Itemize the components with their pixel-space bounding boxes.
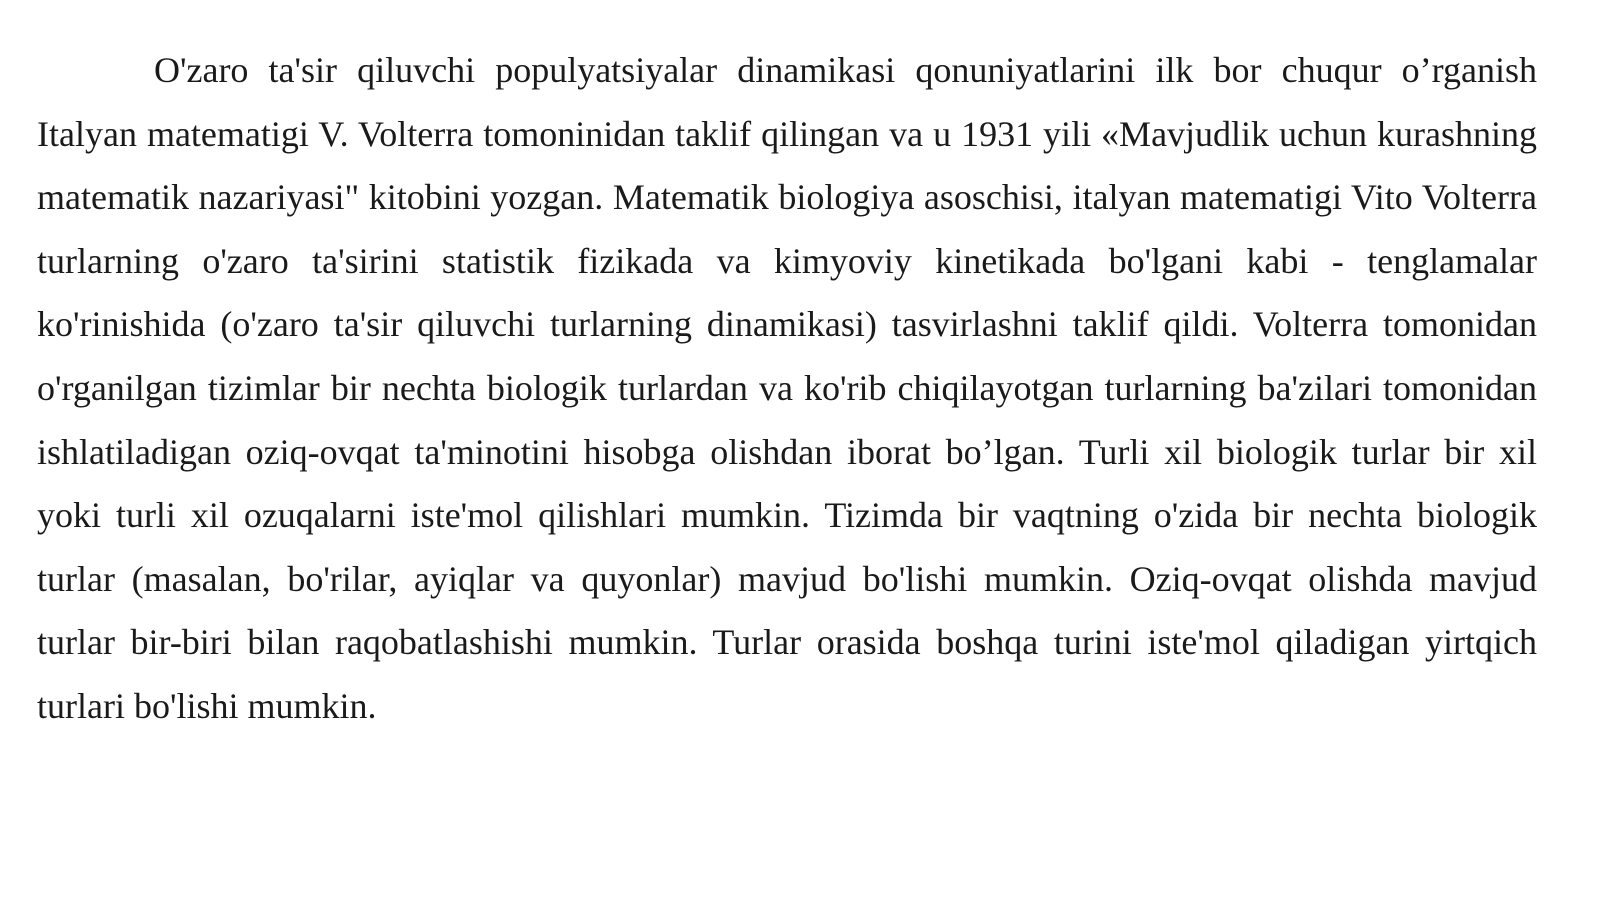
body-paragraph: O'zaro ta'sir qiluvchi populyatsiyalar dinamikasi qonuniyatlarini ilk bor chuqur o’rganish Italyan matematigi V. Volterra tomoninidan taklif qilingan va u 1931 yili «Mavjudlik uchun kurashning matematik nazariyasi" kitobini yozgan. Matematik biologiya asoschisi, italyan matematigi Vito Volterra turlarning o'zaro ta'sirini statistik fizikada va kimyoviy kinetikada bo'lgani kabi - tenglamalar ko'rinishida (o'zaro ta'sir qiluvchi turlarning dinamikasi) tasvirlashni taklif qildi. Volterra tomonidan o'rganilgan tizimlar bir nechta biologik turlardan va ko'rib chiqilayotgan turlarning ba'zilari tomonidan ishlatiladigan oziq-ovqat ta'minotini hisobga olishdan iborat bo’lgan. Turli xil biologik turlar bir xil yoki turli xil ozuqalarni iste'mol qilishlari mumkin. Tizimda bir vaqtning o'zida bir nechta biologik turlar (masalan, bo'rilar, ayiqlar va quyonlar) mavjud bo'lishi mumkin. Oziq-ovqat olishda mavjud turlar bir-biri bilan raqobatlashishi mumkin. Turlar orasida boshqa turini iste'mol qiladigan yirtqich turlari bo'lishi mumkin.	[37, 50, 1537, 726]
